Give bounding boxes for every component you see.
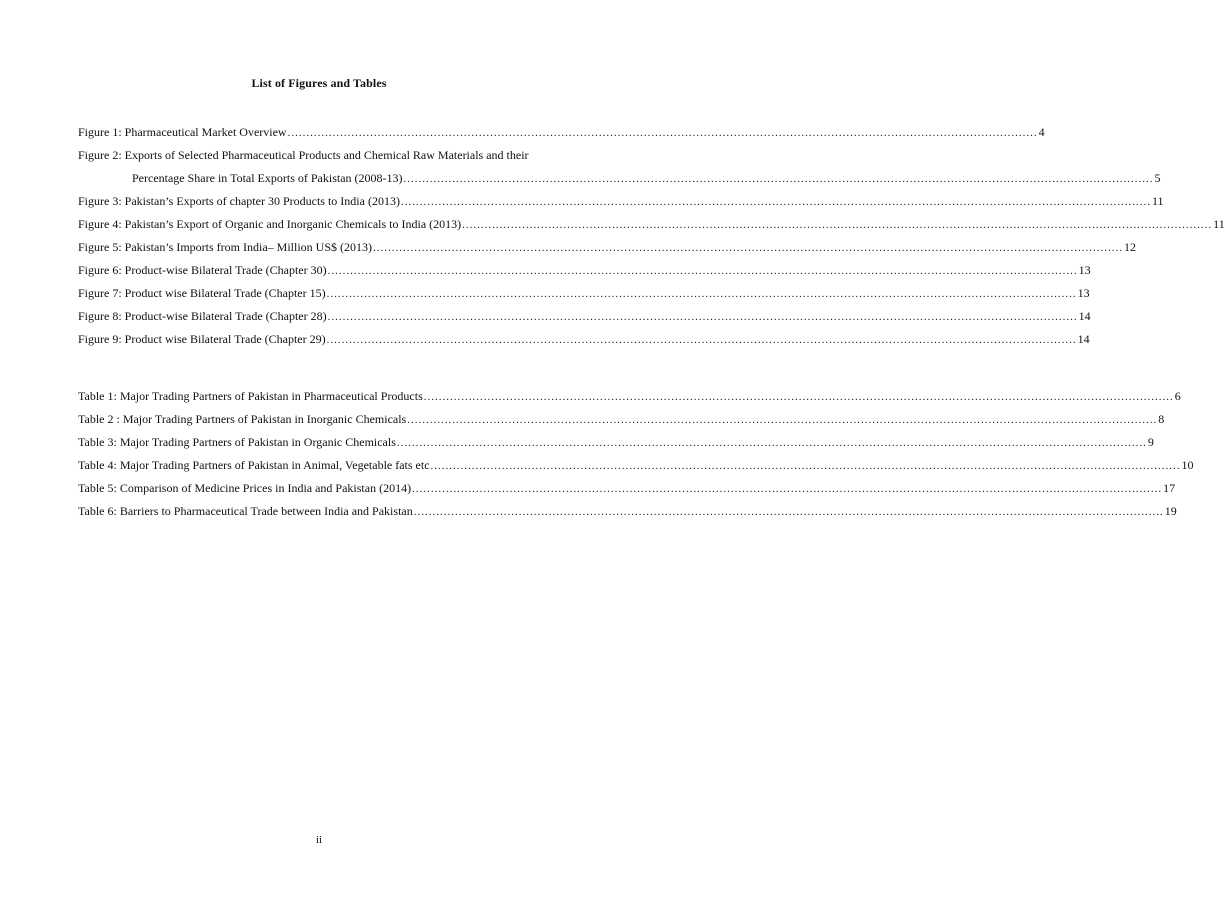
dot-leader: ........................................................................................................................................................................................................ [327, 265, 1078, 277]
list-of-tables [78, 389, 1194, 527]
entry-text: Figure 2: Exports of Selected Pharmaceutical Products and Chemical Raw Materials and their [78, 148, 529, 162]
dot-leader: ........................................................................................................................................................................................................ [403, 173, 1154, 185]
entry-page-number: 14 [1077, 332, 1090, 346]
entry-page-number: 4 [1038, 125, 1045, 139]
dot-leader: ........................................................................................................................................................................................................ [326, 288, 1077, 300]
dot-leader: ........................................................................................................................................................................................................ [396, 437, 1147, 449]
entry-page-number: 10 [1181, 458, 1194, 472]
dot-leader: ........................................................................................................................................................................................................ [287, 127, 1038, 139]
figure-entry[interactable] [78, 148, 1161, 185]
figure-entry[interactable] [78, 309, 1091, 323]
entry-page-number: 12 [1123, 240, 1136, 254]
entry-page-number: 9 [1147, 435, 1154, 449]
table-entry[interactable] [78, 435, 1154, 449]
dot-leader: ........................................................................................................................................................................................................ [412, 483, 1163, 495]
dot-leader: ........................................................................................................................................................................................................ [327, 311, 1078, 323]
figure-entry[interactable] [78, 332, 1090, 346]
table-entry[interactable] [78, 389, 1181, 403]
figure-entry[interactable] [78, 194, 1164, 208]
dot-leader: ........................................................................................................................................................................................................ [430, 460, 1181, 472]
figure-entry[interactable] [78, 125, 1045, 139]
entry-text: Figure 9: Product wise Bilateral Trade (Chapter 29) [78, 332, 326, 346]
dot-leader: ........................................................................................................................................................................................................ [407, 414, 1158, 426]
entry-page-number: 13 [1077, 286, 1090, 300]
figure-entry[interactable] [78, 217, 1225, 231]
entry-text: Figure 7: Product wise Bilateral Trade (Chapter 15) [78, 286, 326, 300]
dot-leader: ........................................................................................................................................................................................................ [462, 219, 1213, 231]
entry-text: Table 4: Major Trading Partners of Pakistan in Animal, Vegetable fats etc [78, 458, 430, 472]
dot-leader: ........................................................................................................................................................................................................ [423, 391, 1174, 403]
table-entry[interactable] [78, 412, 1165, 426]
entry-text: Table 6: Barriers to Pharmaceutical Trade between India and Pakistan [78, 504, 413, 518]
dot-leader: ........................................................................................................................................................................................................ [326, 334, 1077, 346]
entry-page-number: 6 [1174, 389, 1181, 403]
table-entry[interactable] [78, 481, 1176, 495]
entry-text-continued: Percentage Share in Total Exports of Pakistan (2008-13) [132, 171, 403, 185]
entry-text: Figure 1: Pharmaceutical Market Overview [78, 125, 287, 139]
figure-entry[interactable] [78, 240, 1136, 254]
entry-page-number: 13 [1078, 263, 1091, 277]
entry-page-number: 11 [1151, 194, 1164, 208]
table-entry[interactable] [78, 504, 1177, 518]
entry-page-number: 5 [1154, 171, 1161, 185]
page-title: List of Figures and Tables [251, 76, 387, 90]
entry-text: Table 5: Comparison of Medicine Prices in India and Pakistan (2014) [78, 481, 412, 495]
entry-text: Figure 6: Product-wise Bilateral Trade (Chapter 30) [78, 263, 327, 277]
dot-leader: ........................................................................................................................................................................................................ [413, 506, 1164, 518]
entry-page-number: 17 [1163, 481, 1176, 495]
entry-text: Figure 3: Pakistan’s Exports of chapter 30 Products to India (2013) [78, 194, 400, 208]
entry-text: Table 2 : Major Trading Partners of Pakistan in Inorganic Chemicals [78, 412, 407, 426]
entry-text: Figure 4: Pakistan’s Export of Organic and Inorganic Chemicals to India (2013) [78, 217, 462, 231]
entry-text: Table 1: Major Trading Partners of Pakistan in Pharmaceutical Products [78, 389, 423, 403]
entry-page-number: 8 [1158, 412, 1165, 426]
entry-text: Table 3: Major Trading Partners of Pakistan in Organic Chemicals [78, 435, 396, 449]
list-of-figures [78, 125, 1225, 355]
dot-leader: ........................................................................................................................................................................................................ [372, 242, 1123, 254]
figure-entry[interactable] [78, 263, 1091, 277]
figure-entry[interactable] [78, 286, 1090, 300]
entry-text: Figure 5: Pakistan’s Imports from India– Million US$ (2013) [78, 240, 372, 254]
dot-leader: ........................................................................................................................................................................................................ [400, 196, 1151, 208]
entry-text: Figure 8: Product-wise Bilateral Trade (Chapter 28) [78, 309, 327, 323]
page-number: ii [315, 834, 323, 846]
entry-page-number: 19 [1164, 504, 1177, 518]
entry-page-number: 14 [1078, 309, 1091, 323]
entry-page-number: 11 [1213, 217, 1225, 231]
table-entry[interactable] [78, 458, 1194, 472]
